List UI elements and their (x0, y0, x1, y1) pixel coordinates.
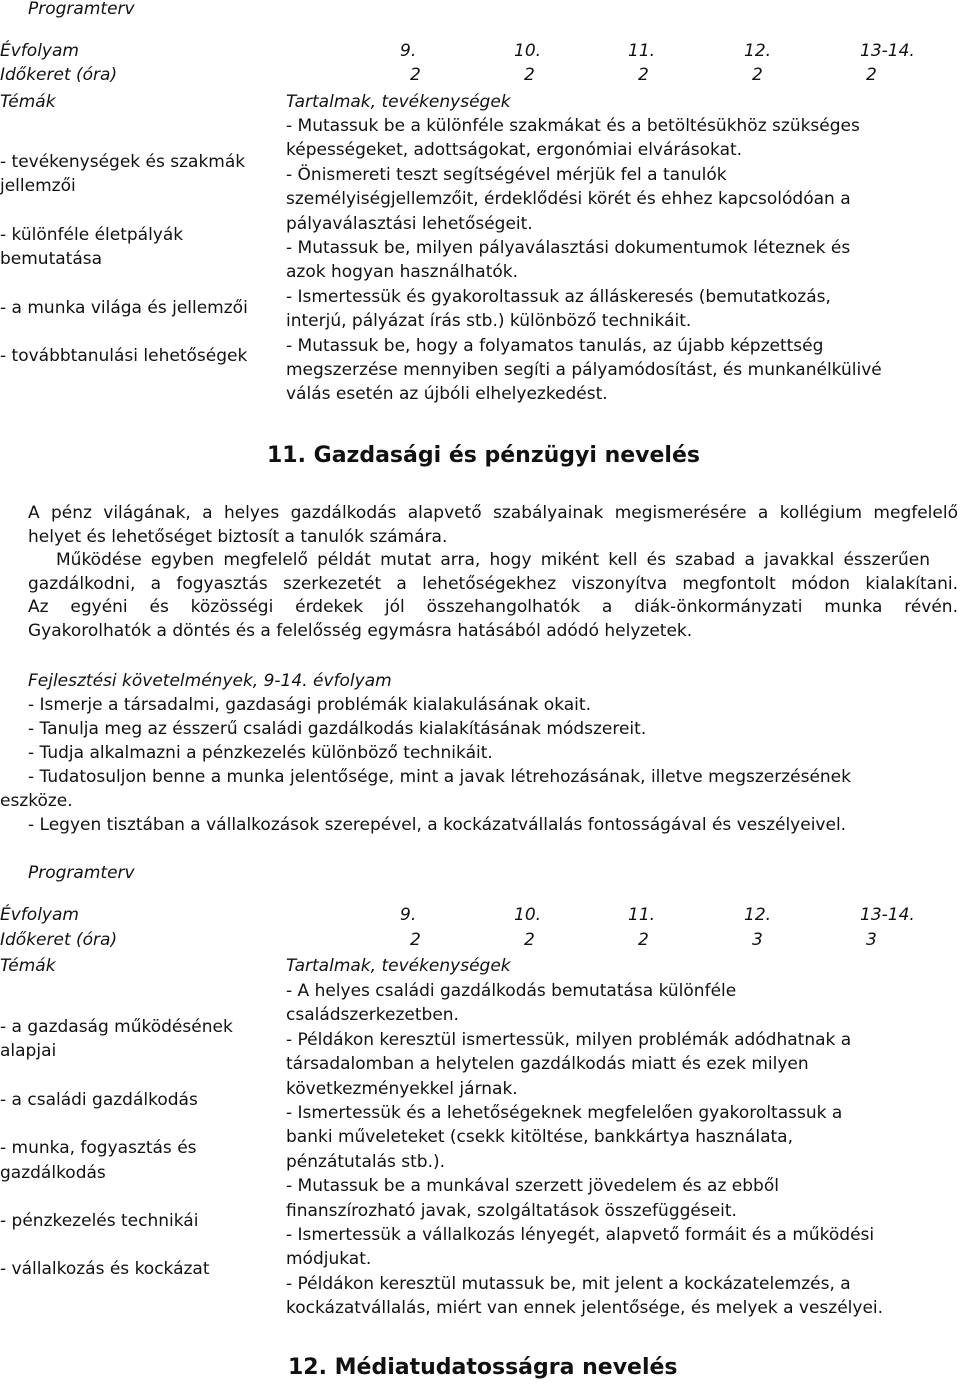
requirement-item: - Ismerje a társadalmi, gazdasági problémák kialakulásának okait. (28, 695, 591, 715)
content-line: - Mutassuk be a különféle szakmákat és a betöltésükhöz szükséges (286, 116, 860, 136)
content-line: személyiségjellemzőit, érdeklődési körét és ehhez kapcsolódóan a (286, 189, 851, 210)
grade-9-1: 9. (400, 41, 417, 61)
requirement-item: - Tudatosuljon benne a munka jelentősége, mint a javak létrehozásának, illetve megszerzésének (28, 767, 851, 787)
programterv-title-1: Programterv (28, 0, 135, 19)
content-line: - Ismertessük a vállalkozás lényegét, alapvető formáit és a működési (286, 1225, 875, 1246)
requirements-list (0, 693, 851, 837)
hours-10-2: 2 (524, 930, 535, 950)
tartalmak-label-1: Tartalmak, tevékenységek (286, 92, 511, 112)
content-line: azok hogyan használhatók. (286, 262, 519, 283)
topic-line: - továbbtanulási lehetőségek (0, 346, 248, 367)
intro-line: Gyakorolhatók a döntés és a felelősség egymásra hatásából adódó helyzetek. (28, 620, 693, 641)
content-line: kockázatvállalás, miért van ennek jelentősége, és melyek a veszélyei. (286, 1298, 884, 1319)
content-line: megszerzése mennyiben segíti a pályamódosítást, és munkanélkülivé (286, 360, 882, 381)
content-line: képességeket, adottságokat, ergonómiai elvárásokat. (286, 140, 743, 161)
grade-10-1: 10. (514, 41, 542, 61)
intro-line: Működése egyben megfelelő példát mutat arra, hogy miként kell és szabad a javakkal ésszerűen (56, 550, 930, 570)
hours-12-1: 2 (752, 65, 763, 85)
hours-13-14-1: 2 (866, 65, 877, 85)
grade-9-2: 9. (400, 905, 417, 925)
content-column-2 (286, 979, 883, 1321)
requirement-item: - Tudja alkalmazni a pénzkezelés különböző technikáit. (28, 743, 493, 763)
hours-9-2: 2 (410, 930, 421, 950)
hours-11-1: 2 (638, 65, 649, 85)
topics-column-2 (0, 1015, 233, 1282)
content-line: - Ismertessük és gyakoroltassuk az álláskeresés (bemutatkozás, (286, 286, 831, 307)
topic-line: - különféle életpályák (0, 224, 184, 245)
content-line: banki műveleteket (csekk kitöltése, bankkártya használata, (286, 1127, 793, 1148)
content-line: - Példákon keresztül ismertessük, milyen problémák adódhatnak a (286, 1029, 852, 1050)
temak-label-1: Témák (0, 92, 56, 112)
grade-11-2: 11. (628, 905, 656, 925)
content-line: pénzátutalás stb.). (286, 1151, 446, 1172)
topic-line: - munka, fogyasztás és (0, 1138, 197, 1159)
topic-line: - a gazdaság működésének (0, 1017, 233, 1037)
content-line: pályaválasztási lehetőségeit. (286, 213, 533, 234)
topic-line: - a munka világa és jellemzői (0, 297, 248, 318)
intro-line: gazdálkodni, a fogyasztás szerkezetét a lehetőségekhez viszonyítva megfontolt módon kialakítani. (28, 573, 958, 594)
requirement-item: - Legyen tisztában a vállalkozások szerepével, a kockázatvállalás fontosságával és veszélyeivel. (28, 815, 847, 835)
topics-column-1 (0, 150, 248, 368)
topic-line: jellemzői (0, 176, 76, 197)
topic-line: - vállalkozás és kockázat (0, 1259, 210, 1280)
section-heading-11: 11. Gazdasági és pénzügyi nevelés (267, 443, 700, 468)
hours-10-1: 2 (524, 65, 535, 85)
hours-11-2: 2 (638, 930, 649, 950)
topic-line: - pénzkezelés technikái (0, 1211, 199, 1232)
grade-12-2: 12. (744, 905, 772, 925)
intro-text: A pénz világának, a helyes gazdálkodás alapvető szabályainak megismerésére a kollégium megfelelő (28, 503, 958, 523)
content-line: - Ismertessük és a lehetőségeknek megfelelően gyakoroltassuk a (286, 1103, 843, 1124)
content-line: módjukat. (286, 1249, 372, 1270)
content-line: finanszírozható javak, szolgáltatások összefüggéseit. (286, 1200, 737, 1221)
idokeret-label-1: Időkeret (óra) (0, 65, 118, 85)
topic-line: - a családi gazdálkodás (0, 1089, 198, 1110)
content-line: - Önismereti teszt segítségével mérjük fel a tanulók (286, 164, 727, 185)
content-line: társadalomban a helytelen gazdálkodás miatt és ezek milyen (286, 1054, 809, 1075)
content-line: - Mutassuk be a munkával szerzett jövedelem és az ebből (286, 1176, 779, 1197)
grade-12-1: 12. (744, 41, 772, 61)
tartalmak-label-2: Tartalmak, tevékenységek (286, 956, 511, 976)
topic-line: - tevékenységek és szakmák (0, 152, 246, 172)
content-line: következményekkel járnak. (286, 1078, 518, 1099)
evfolyam-label-2: Évfolyam (0, 905, 79, 925)
topic-line: bemutatása (0, 249, 103, 270)
hours-9-1: 2 (410, 65, 421, 85)
idokeret-label-2: Időkeret (óra) (0, 930, 118, 950)
intro-line (28, 502, 958, 526)
intro-paragraph (28, 502, 958, 643)
content-line: - Mutassuk be, hogy a folyamatos tanulás, az újabb képzettség (286, 335, 824, 356)
topic-line: gazdálkodás (0, 1162, 106, 1183)
requirement-item: eszköze. (0, 791, 73, 811)
grade-11-1: 11. (628, 41, 656, 61)
content-column-1 (286, 114, 882, 407)
programterv-title-2: Programterv (28, 863, 135, 883)
intro-line: helyet és lehetőséget biztosít a tanulók számára. (28, 526, 448, 547)
section-heading-12: 12. Médiatudatosságra nevelés (288, 1355, 678, 1380)
intro-line: Az egyéni és közösségi érdekek jól összehangolhatók a diák-önkormányzati munka révén. (28, 597, 958, 617)
content-line: családszerkezetben. (286, 1005, 459, 1026)
content-line: - Példákon keresztül mutassuk be, mit jelent a kockázatelemzés, a (286, 1273, 851, 1294)
evfolyam-label-1: Évfolyam (0, 41, 79, 61)
content-line: válás esetén az újbóli elhelyezkedést. (286, 384, 608, 405)
content-line: - A helyes családi gazdálkodás bemutatása különféle (286, 981, 737, 1001)
grade-10-2: 10. (514, 905, 542, 925)
grade-13-14-2: 13-14. (860, 905, 915, 925)
grade-13-14-1: 13-14. (860, 41, 915, 61)
hours-12-2: 3 (752, 930, 763, 950)
topic-line: alapjai (0, 1041, 57, 1062)
content-line: interjú, pályázat írás stb.) különböző technikáit. (286, 311, 692, 332)
temak-label-2: Témák (0, 956, 56, 976)
requirement-item: - Tanulja meg az ésszerű családi gazdálkodás kialakításának módszereit. (28, 719, 647, 739)
hours-13-14-2: 3 (866, 930, 877, 950)
fejlesztesi-title: Fejlesztési követelmények, 9-14. évfolyam (28, 671, 392, 691)
content-line: - Mutassuk be, milyen pályaválasztási dokumentumok léteznek és (286, 238, 851, 259)
